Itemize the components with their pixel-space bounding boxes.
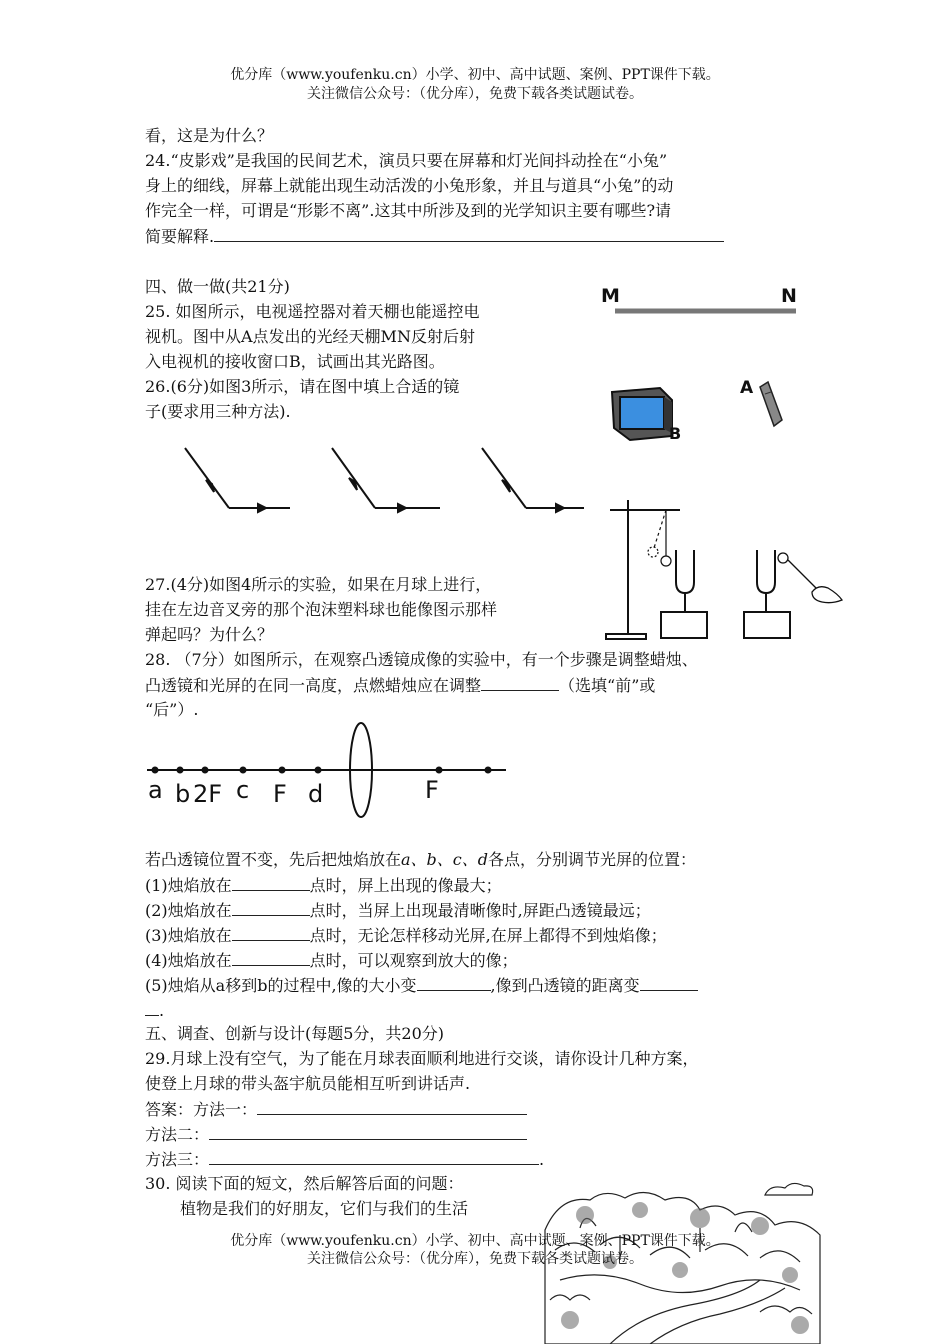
q28-sub3-b: 点时，无论怎样移动光屏,在屏上都得不到烛焰像； xyxy=(309,926,667,945)
label-m: M xyxy=(601,285,620,307)
q28-line2-tail: （选填“前”或 xyxy=(559,676,656,695)
lens-label-f-right: F xyxy=(425,776,439,804)
q25-line1: 25. 如图所示，电视遥控器对着天棚也能遥控电 xyxy=(145,302,480,321)
q28-sub2-b: 点时，当屏上出现最清晰像时,屏距凸透镜最远； xyxy=(309,901,651,920)
q29-answer3-label: 方法三： xyxy=(145,1150,210,1169)
q28-line1: 28. （7分）如图所示，在观察凸透镜成像的实验中，有一个步骤是调整蜡烛、 xyxy=(145,650,698,669)
label-a: A xyxy=(740,378,754,398)
lens-label-2f: 2F xyxy=(193,780,223,808)
q30-line1: 30. 阅读下面的短文，然后解答后面的问题： xyxy=(145,1174,464,1193)
q25-line2: 视机。图中从A点发出的光经天棚MN反射后射 xyxy=(145,327,475,346)
q28-intro-b: 各点，分别调节光屏的位置： xyxy=(488,850,697,869)
q27-line1: 27.(4分)如图4所示的实验，如果在月球上进行， xyxy=(145,575,492,594)
q28-sub5-end: . xyxy=(159,1001,165,1020)
q29-answer1-label: 答案：方法一： xyxy=(145,1100,258,1119)
q28-sub5-b: ,像到凸透镜的距离变 xyxy=(490,976,640,995)
q28-intro-a: 若凸透镜位置不变，先后把烛焰放在 xyxy=(145,850,402,869)
q29-answer2-label: 方法二： xyxy=(145,1125,210,1144)
q28-sub3-a: (3)烛焰放在 xyxy=(145,926,232,945)
page-header-line1: 优分库（www.youfenku.cn）小学、初中、高中试题、案例、PPT课件下载。 xyxy=(230,67,720,83)
q26-line2: 子(要求用三种方法). xyxy=(145,402,291,421)
q28-sub5-a: (5)烛焰从a移到b的过程中,像的大小变 xyxy=(145,976,417,995)
page-header-line2: 关注微信公众号：（优分库），免费下载各类试题试卷。 xyxy=(307,86,643,102)
q29-line2: 使登上月球的带头盔宇航员能相互听到讲话声. xyxy=(145,1074,471,1093)
page-footer-line2: 关注微信公众号：（优分库），免费下载各类试题试卷。 xyxy=(307,1251,643,1267)
lens-label-a: a xyxy=(148,776,163,804)
q28-sub4-b: 点时，可以观察到放大的像； xyxy=(309,951,518,970)
q28-sub2-a: (2)烛焰放在 xyxy=(145,901,232,920)
label-b: B xyxy=(669,424,682,443)
q28-sub4-a: (4)烛焰放在 xyxy=(145,951,232,970)
q28-intro-points: a、b、c、d xyxy=(401,850,489,869)
label-n: N xyxy=(781,285,797,307)
q29-answer3-end: . xyxy=(539,1150,545,1169)
q27-line2: 挂在左边音叉旁的那个泡沫塑料球也能像图示那样 xyxy=(145,600,498,619)
q24-line1: 24.“皮影戏”是我国的民间艺术，演员只要在屏幕和灯光间抖动拴在“小兔” xyxy=(145,151,668,170)
q29-line1: 29.月球上没有空气，为了能在月球表面顺利地进行交谈，请你设计几种方案， xyxy=(145,1049,699,1068)
q24-line4-text: 简要解释. xyxy=(145,227,215,246)
q28-line3: “后”）. xyxy=(145,700,199,719)
q30-line2: 植物是我们的好朋友，它们与我们的生活 xyxy=(180,1199,469,1218)
q24-line2: 身上的细线，屏幕上就能出现生动活泼的小兔形象，并且与道具“小兔”的动 xyxy=(145,176,674,195)
lens-label-d: d xyxy=(308,780,324,808)
section5-title: 五、调查、创新与设计(每题5分，共20分) xyxy=(145,1024,445,1043)
q27-line3: 弹起吗？为什么？ xyxy=(145,625,274,644)
lens-label-f-left: F xyxy=(273,780,287,808)
q24-line3: 作完全一样，可谓是“形影不离”.这其中所涉及到的光学知识主要有哪些?请 xyxy=(145,201,672,220)
page-footer-line1: 优分库（www.youfenku.cn）小学、初中、高中试题、案例、PPT课件下载。 xyxy=(230,1233,720,1249)
lens-label-b: b xyxy=(175,780,191,808)
q23-tail: 看，这是为什么？ xyxy=(145,126,274,145)
q26-line1: 26.(6分)如图3所示，请在图中填上合适的镜 xyxy=(145,377,460,396)
section4-title: 四、做一做(共21分) xyxy=(145,277,290,296)
q28-sub1-b: 点时，屏上出现的像最大； xyxy=(309,876,502,895)
q28-line2-text: 凸透镜和光屏的在同一高度，点燃蜡烛应在调整 xyxy=(145,676,482,695)
q25-line3: 入电视机的接收窗口B，试画出其光路图。 xyxy=(145,352,445,371)
lens-label-c: c xyxy=(236,776,250,804)
q28-sub1-a: (1)烛焰放在 xyxy=(145,876,232,895)
